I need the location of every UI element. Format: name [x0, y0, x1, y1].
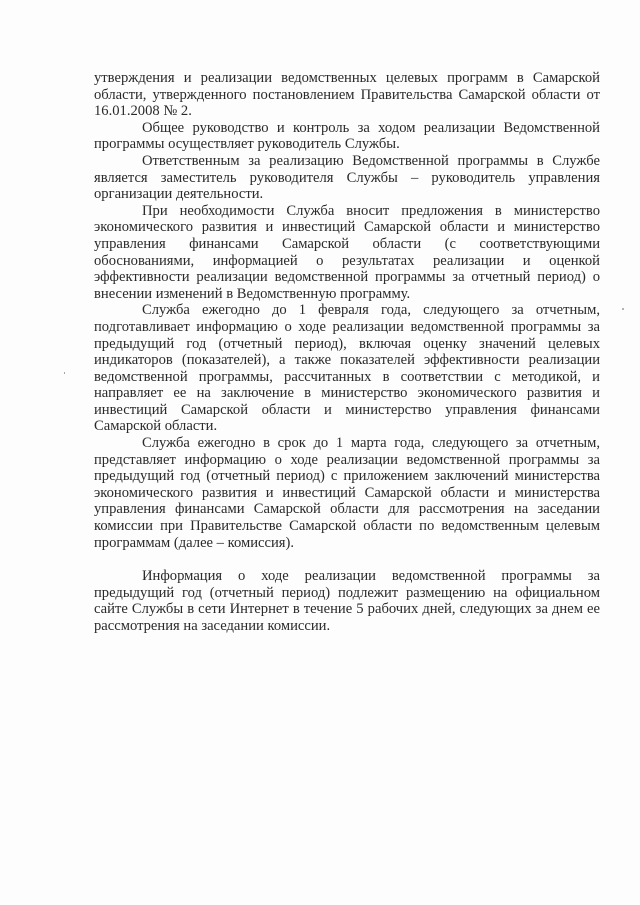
- paragraph-february-report: Служба ежегодно до 1 февраля года, следующего за отчетным, подготавливает информацию о ходе реализации ведомственной программы за предыдущий год (отчетный период), включая оценку значений целевых индикаторов (показателей), а также показателей эффективности реализации ведомственной программы, рассчитанных в соответствии с методикой, и направляет ее на заключение в министерство экономического развития и инвестиций Самарской области и министерство управления финансами Самарской области.: [94, 302, 600, 435]
- paragraph-amendment-proposals: При необходимости Служба вносит предложения в министерство экономического развития и инвестиций Самарской области и министерство управления финансами Самарской области (с соответствующими обоснованиями, информацией о результатах реализации и оценкой эффективности реализации ведомственной программы за отчетный период) о внесении изменений в Ведомственную программу.: [94, 202, 600, 302]
- document-body: [94, 70, 600, 635]
- paragraph-general-management: Общее руководство и контроль за ходом реализации Ведомственной программы осуществляет руководитель Службы.: [94, 119, 600, 153]
- paragraph-continuation: утверждения и реализации ведомственных целевых программ в Самарской области, утвержденного постановлением Правительства Самарской области от 16.01.2008 № 2.: [94, 70, 600, 120]
- scan-speck: [64, 372, 65, 374]
- scan-speck: [622, 308, 624, 310]
- paragraph-responsible-person: Ответственным за реализацию Ведомственной программы в Службе является заместитель руководителя Службы – руководитель управления организации деятельности.: [94, 152, 600, 203]
- paragraph-publication: Информация о ходе реализации ведомственной программы за предыдущий год (отчетный период) подлежит размещению на официальном сайте Службы в сети Интернет в течение 5 рабочих дней, следующих за днем ее рассмотрения на заседании комиссии.: [94, 568, 600, 634]
- paragraph-march-report: Служба ежегодно в срок до 1 марта года, следующего за отчетным, представляет информацию о ходе реализации ведомственной программы за предыдущий год (отчетный период) с приложением заключений министерства экономического развития и инвестиций Самарской области и министерства управления финансами Самарской области для рассмотрения на заседании комиссии при Правительстве Самарской области по ведомственным целевым программам (далее – комиссия).: [94, 435, 600, 551]
